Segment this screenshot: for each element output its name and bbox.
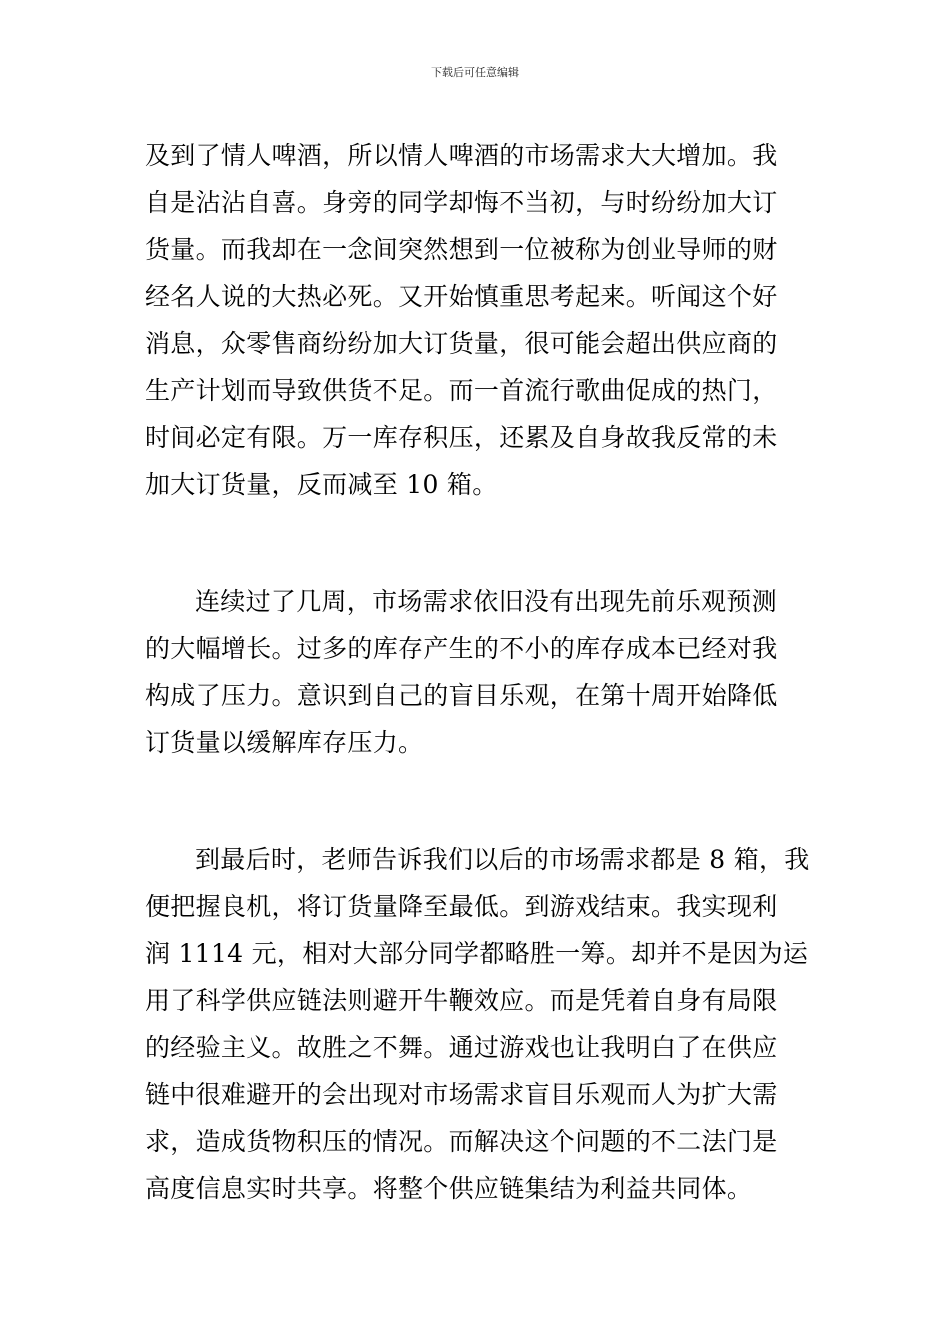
text-line: 连续过了几周，市场需求依旧没有出现先前乐观预测 xyxy=(195,587,777,616)
text-line: 润 1114 元，相对大部分同学都略胜一筹。却并不是因为运 xyxy=(145,939,809,968)
text-line: 生产计划而导致供货不足。而一首流行歌曲促成的热门， xyxy=(145,376,778,405)
text-line: 及到了情人啤酒，所以情人啤酒的市场需求大大增加。我 xyxy=(145,141,778,170)
text-line: 用了科学供应链法则避开牛鞭效应。而是凭着自身有局限 xyxy=(145,986,778,1015)
text-line: 高度信息实时共享。将整个供应链集结为利益共同体。 xyxy=(145,1174,753,1203)
text-line: 时间必定有限。万一库存积压，还累及自身故我反常的未 xyxy=(145,423,778,452)
text-line: 经名人说的大热必死。又开始慎重思考起来。听闻这个好 xyxy=(145,282,778,311)
paragraph-spacer xyxy=(145,508,809,578)
document-body xyxy=(145,132,809,1212)
text-line: 订货量以缓解库存压力。 xyxy=(145,728,424,757)
text-line: 加大订货量，反而减至 10 箱。 xyxy=(145,470,498,499)
text-line: 的经验主义。故胜之不舞。通过游戏也让我明白了在供应 xyxy=(145,1033,778,1062)
text-line: 货量。而我却在一念间突然想到一位被称为创业导师的财 xyxy=(145,235,778,264)
paragraph-1 xyxy=(145,132,809,508)
paragraph-2 xyxy=(145,578,809,766)
text-line: 便把握良机，将订货量降至最低。到游戏结束。我实现利 xyxy=(145,892,778,921)
text-line: 的大幅增长。过多的库存产生的不小的库存成本已经对我 xyxy=(145,634,778,663)
text-line: 到最后时，老师告诉我们以后的市场需求都是 8 箱，我 xyxy=(195,845,810,874)
text-line: 自是沾沾自喜。身旁的同学却悔不当初，与时纷纷加大订 xyxy=(145,188,778,217)
text-line: 链中很难避开的会出现对市场需求盲目乐观而人为扩大需 xyxy=(145,1080,778,1109)
text-line: 构成了压力。意识到自己的盲目乐观，在第十周开始降低 xyxy=(145,681,778,710)
text-line: 求，造成货物积压的情况。而解决这个问题的不二法门是 xyxy=(145,1127,778,1156)
text-line: 消息，众零售商纷纷加大订货量，很可能会超出供应商的 xyxy=(145,329,778,358)
paragraph-spacer xyxy=(145,766,809,836)
paragraph-3 xyxy=(145,836,809,1212)
page-header: 下载后可任意编辑 xyxy=(431,66,519,79)
